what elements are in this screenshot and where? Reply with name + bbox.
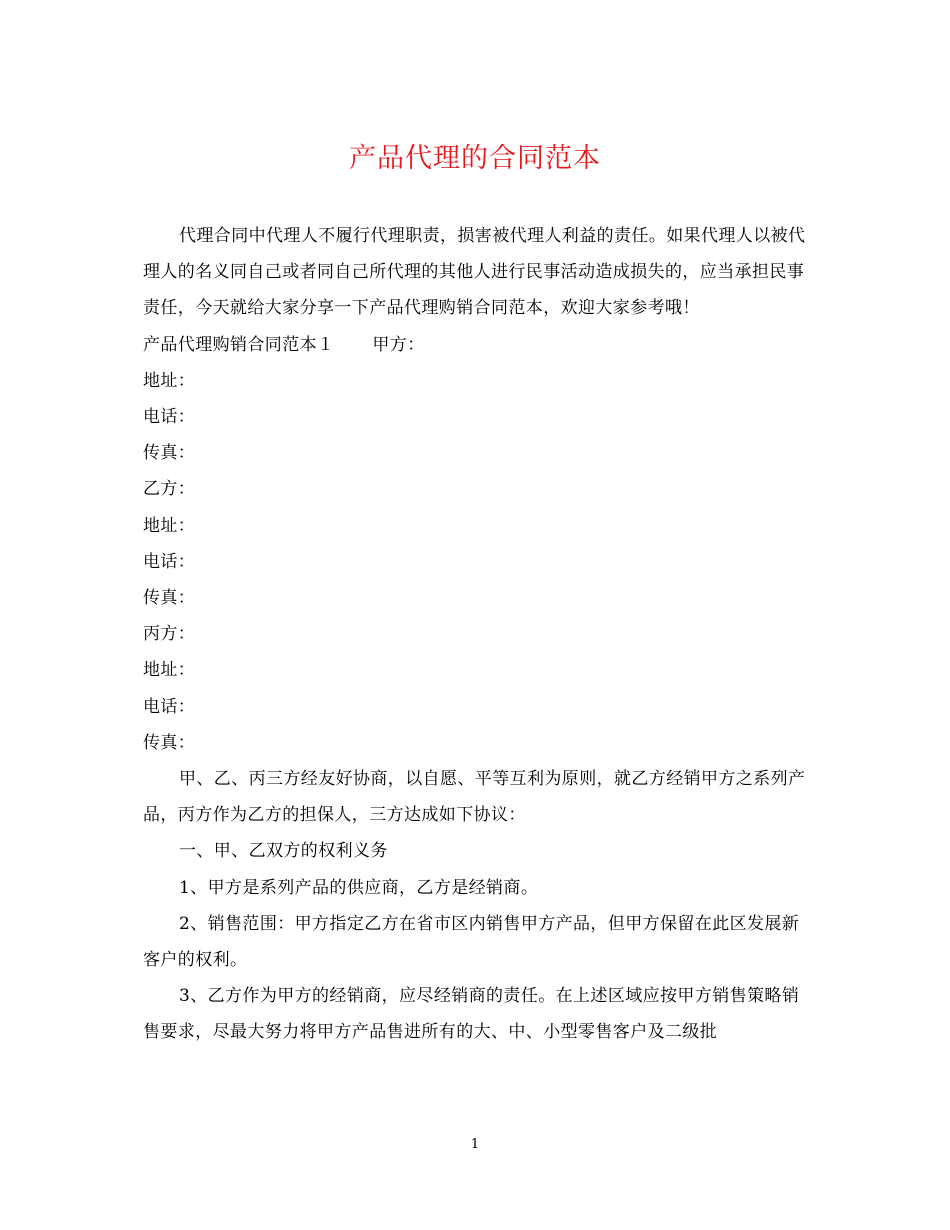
party-c-address: 地址： (143, 660, 196, 681)
party-b-phone: 电话： (143, 551, 196, 572)
party-b-fax: 传真： (143, 588, 196, 609)
document-title: 产品代理的合同范本 (349, 143, 601, 174)
agreement-intro: 甲、乙、丙三方经友好协商，以自愿、平等互利为原则，就乙方经销甲方之系列产品，丙方作为乙方的担保人，三方达成如下协议： (143, 769, 806, 826)
intro-paragraph: 代理合同中代理人不履行代理职责，损害被代理人利益的责任。如果代理人以被代理人的名义同自己或者同自己所代理的其他人进行民事活动造成损失的，应当承担民事责任，今天就给大家分享一下产品代理购销合同范本，欢迎大家参考哦！ (143, 226, 806, 319)
clause-2: 2、销售范围：甲方指定乙方在省市区内销售甲方产品，但甲方保留在此区发展新客户的权利。 (143, 913, 800, 971)
party-c-fax: 传真： (143, 732, 196, 753)
party-a-label: 甲方： (372, 334, 425, 355)
party-a-phone: 电话： (143, 407, 196, 428)
clause-3: 3、乙方作为甲方的经销商，应尽经销商的责任。在上述区域应按甲方销售策略销售要求，尽最大努力将甲方产品售进所有的大、中、小型零售客户及二级批 (143, 986, 800, 1043)
section-1-heading: 一、甲、乙双方的权利义务 (179, 841, 388, 862)
clause-1: 1、甲方是系列产品的供应商，乙方是经销商。 (179, 877, 539, 898)
party-b-label: 乙方： (143, 479, 196, 500)
document-body (143, 218, 808, 1051)
page-number: 1 (470, 1137, 480, 1152)
party-c-phone: 电话： (143, 696, 196, 717)
sample-heading: 产品代理购销合同范本１ (143, 334, 335, 355)
party-a-address: 地址： (143, 370, 196, 391)
sample-heading-line (143, 327, 808, 363)
party-a-fax: 传真： (143, 443, 196, 464)
party-c-label: 丙方： (143, 624, 196, 645)
party-b-address: 地址： (143, 515, 196, 536)
